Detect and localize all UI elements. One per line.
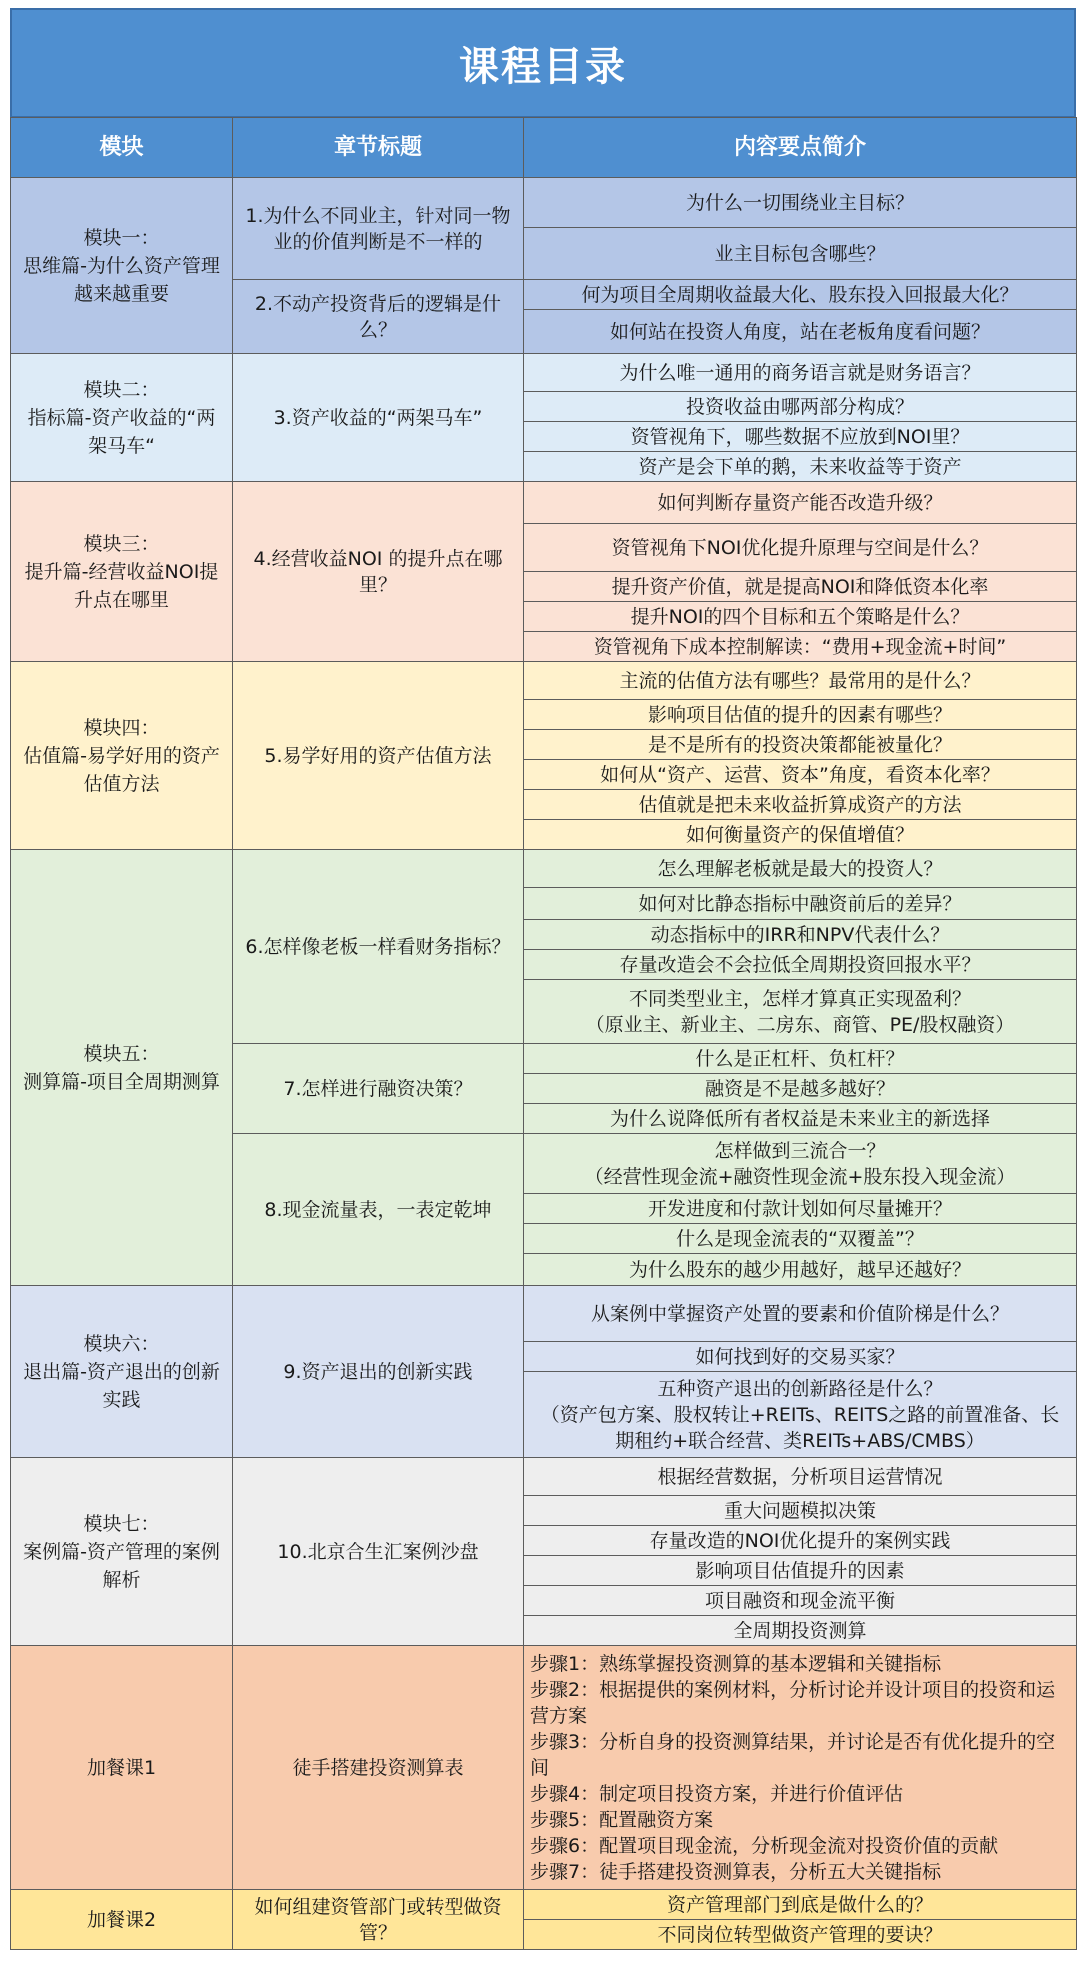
point-cell: 何为项目全周期收益最大化、股东投入回报最大化？ [524, 280, 1077, 310]
table-row [11, 354, 1077, 392]
point-cell: 融资是不是越多越好？ [524, 1074, 1077, 1104]
table-row [11, 1646, 1077, 1890]
point-cell: 资管视角下NOI优化提升原理与空间是什么？ [524, 524, 1077, 572]
point-cell: 资产是会下单的鹅，未来收益等于资产 [524, 452, 1077, 482]
point-cell: 五种资产退出的创新路径是什么？ （资产包方案、股权转让+REITs、REITS之路的前置准备、长期租约+联合经营、类REITs+ABS/CMBS） [524, 1372, 1077, 1458]
point-cell: 重大问题模拟决策 [524, 1496, 1077, 1526]
table-header-row [11, 118, 1077, 178]
point-cell: 如何找到好的交易买家？ [524, 1342, 1077, 1372]
point-cell: 投资收益由哪两部分构成？ [524, 392, 1077, 422]
module-cell: 模块六： 退出篇-资产退出的创新实践 [11, 1286, 233, 1458]
point-cell: 影响项目估值提升的因素 [524, 1556, 1077, 1586]
bonus2-title: 如何组建资管部门或转型做资管？ [233, 1890, 524, 1950]
point-cell: 资管视角下，哪些数据不应放到NOI里？ [524, 422, 1077, 452]
point-cell: 什么是正杠杆、负杠杆？ [524, 1044, 1077, 1074]
step-item: 步骤6：配置项目现金流，分析现金流对投资价值的贡献 [530, 1834, 999, 1857]
point-cell: 如何对比静态指标中融资前后的差异？ [524, 888, 1077, 920]
chapter-cell: 7.怎样进行融资决策？ [233, 1044, 524, 1134]
table-row [11, 1458, 1077, 1496]
chapter-cell: 5.易学好用的资产估值方法 [233, 662, 524, 850]
point-cell: 项目融资和现金流平衡 [524, 1586, 1077, 1616]
bonus1-title: 徒手搭建投资测算表 [233, 1646, 524, 1890]
bonus1-steps [524, 1646, 1077, 1890]
point-cell: 根据经营数据，分析项目运营情况 [524, 1458, 1077, 1496]
step-item: 步骤3：分析自身的投资测算结果，并讨论是否有优化提升的空间 [530, 1730, 1056, 1779]
point-cell: 为什么说降低所有者权益是未来业主的新选择 [524, 1104, 1077, 1134]
chapter-cell: 6.怎样像老板一样看财务指标？ [233, 850, 524, 1044]
module-cell: 模块四： 估值篇-易学好用的资产估值方法 [11, 662, 233, 850]
bonus2-name: 加餐课2 [11, 1890, 233, 1950]
point-cell: 全周期投资测算 [524, 1616, 1077, 1646]
module-cell: 模块七： 案例篇-资产管理的案例解析 [11, 1458, 233, 1646]
point-cell: 为什么一切围绕业主目标？ [524, 178, 1077, 228]
table-row [11, 850, 1077, 888]
bonus1-name: 加餐课1 [11, 1646, 233, 1890]
point-cell: 业主目标包含哪些？ [524, 228, 1077, 280]
module-cell: 模块五： 测算篇-项目全周期测算 [11, 850, 233, 1286]
step-item: 步骤5：配置融资方案 [530, 1808, 714, 1831]
step-item: 步骤7：徒手搭建投资测算表，分析五大关键指标 [530, 1860, 942, 1883]
chapter-cell: 10.北京合生汇案例沙盘 [233, 1458, 524, 1646]
chapter-cell: 9.资产退出的创新实践 [233, 1286, 524, 1458]
table-row [11, 178, 1077, 228]
point-cell: 提升资产价值，就是提高NOI和降低资本化率 [524, 572, 1077, 602]
point-cell: 如何判断存量资产能否改造升级？ [524, 482, 1077, 524]
chapter-cell: 1.为什么不同业主，针对同一物业的价值判断是不一样的 [233, 178, 524, 280]
point-cell: 存量改造会不会拉低全周期投资回报水平？ [524, 950, 1077, 980]
point-cell: 提升NOI的四个目标和五个策略是什么？ [524, 602, 1077, 632]
chapter-cell: 4.经营收益NOI 的提升点在哪里？ [233, 482, 524, 662]
point-cell: 为什么唯一通用的商务语言就是财务语言？ [524, 354, 1077, 392]
header-module: 模块 [11, 118, 233, 178]
step-item: 步骤2：根据提供的案例材料，分析讨论并设计项目的投资和运营方案 [530, 1678, 1056, 1727]
table-row [11, 1890, 1077, 1920]
point-cell: 是不是所有的投资决策都能被量化？ [524, 730, 1077, 760]
point-cell: 不同类型业主，怎样才算真正实现盈利？ （原业主、新业主、二房东、商管、PE/股权融资） [524, 980, 1077, 1044]
page-title: 课程目录 [10, 8, 1076, 118]
point-cell: 不同岗位转型做资产管理的要诀？ [524, 1920, 1077, 1950]
point-cell: 存量改造的NOI优化提升的案例实践 [524, 1526, 1077, 1556]
step-item: 步骤1：熟练掌握投资测算的基本逻辑和关键指标 [530, 1652, 942, 1675]
header-chapter: 章节标题 [233, 118, 524, 178]
module-cell: 模块二： 指标篇-资产收益的“两架马车“ [11, 354, 233, 482]
step-item: 步骤4：制定项目投资方案，并进行价值评估 [530, 1782, 904, 1805]
point-cell: 主流的估值方法有哪些？最常用的是什么？ [524, 662, 1077, 700]
chapter-cell: 8.现金流量表，一表定乾坤 [233, 1134, 524, 1286]
point-cell: 怎么理解老板就是最大的投资人？ [524, 850, 1077, 888]
course-table [10, 117, 1077, 1950]
point-cell: 如何从“资产、运营、资本”角度，看资本化率？ [524, 760, 1077, 790]
point-cell: 开发进度和付款计划如何尽量摊开？ [524, 1194, 1077, 1224]
table-row [11, 482, 1077, 524]
module-cell: 模块三： 提升篇-经营收益NOI提升点在哪里 [11, 482, 233, 662]
point-cell: 怎样做到三流合一？ （经营性现金流+融资性现金流+股东投入现金流） [524, 1134, 1077, 1194]
header-points: 内容要点简介 [524, 118, 1077, 178]
point-cell: 什么是现金流表的“双覆盖”？ [524, 1224, 1077, 1254]
chapter-cell: 2.不动产投资背后的逻辑是什么？ [233, 280, 524, 354]
point-cell: 如何衡量资产的保值增值？ [524, 820, 1077, 850]
point-cell: 资产管理部门到底是做什么的？ [524, 1890, 1077, 1920]
module-cell: 模块一： 思维篇-为什么资产管理越来越重要 [11, 178, 233, 354]
point-cell: 动态指标中的IRR和NPV代表什么？ [524, 920, 1077, 950]
point-cell: 估值就是把未来收益折算成资产的方法 [524, 790, 1077, 820]
point-cell: 为什么股东的越少用越好，越早还越好？ [524, 1254, 1077, 1286]
point-cell: 从案例中掌握资产处置的要素和价值阶梯是什么？ [524, 1286, 1077, 1342]
point-cell: 如何站在投资人角度，站在老板角度看问题？ [524, 310, 1077, 354]
table-row [11, 662, 1077, 700]
point-cell: 影响项目估值的提升的因素有哪些？ [524, 700, 1077, 730]
table-row [11, 1286, 1077, 1342]
point-cell: 资管视角下成本控制解读：“费用+现金流+时间” [524, 632, 1077, 662]
chapter-cell: 3.资产收益的“两架马车” [233, 354, 524, 482]
